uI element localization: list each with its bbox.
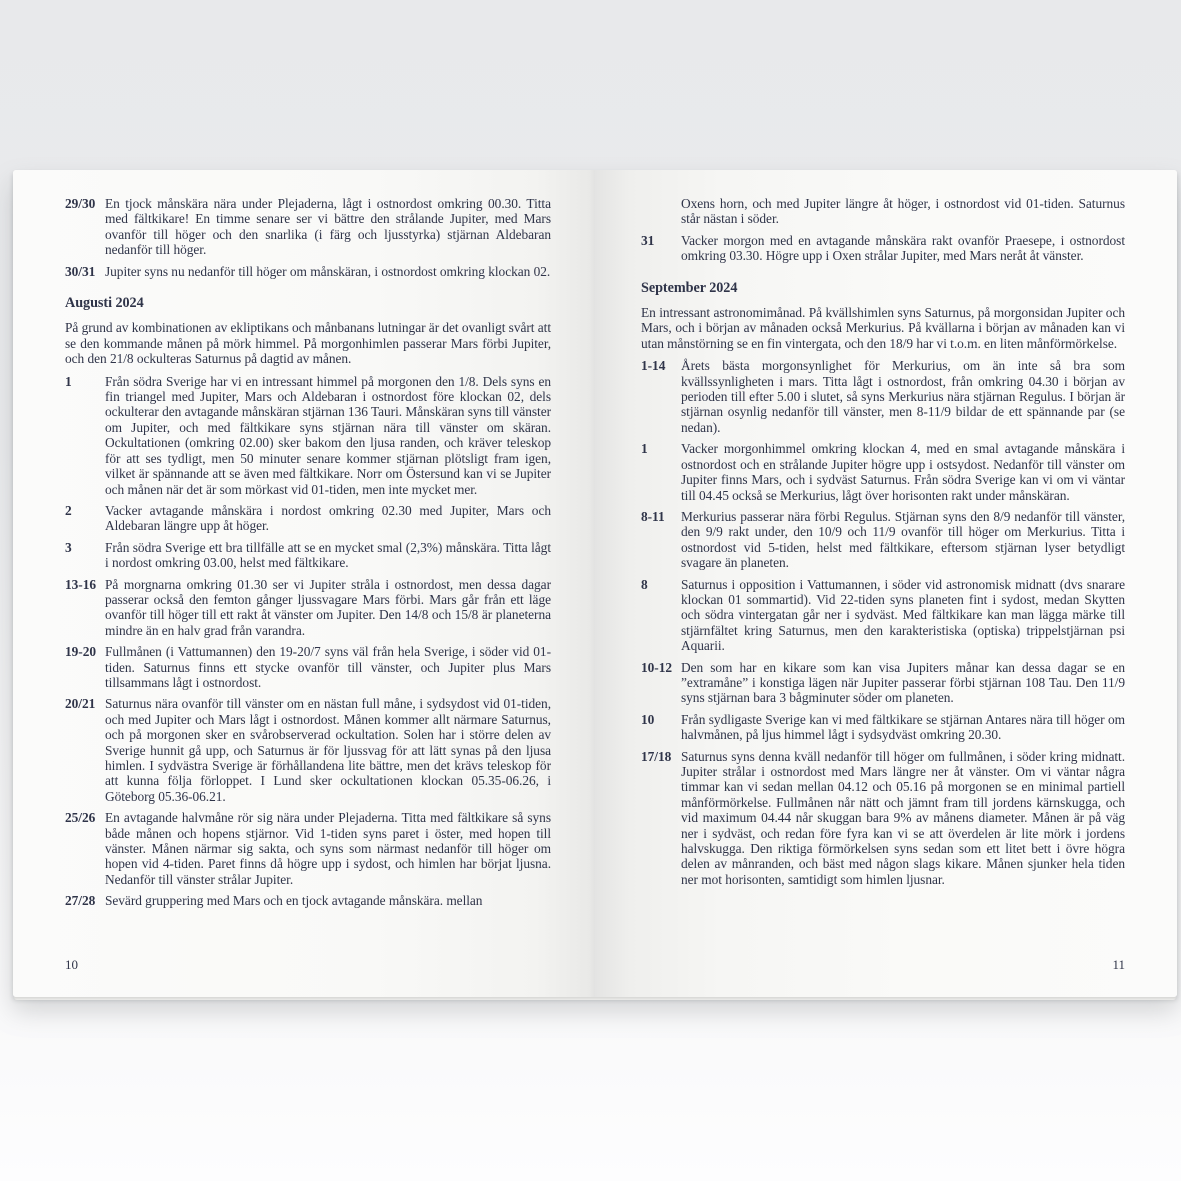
page-number-left: 10 (65, 957, 78, 972)
page-number-right: 11 (1112, 957, 1125, 972)
entry-date-label (641, 196, 681, 227)
entry-row (65, 810, 551, 887)
entry-date-label: 1 (65, 373, 72, 389)
month-intro: På grund av kombinationen av ekliptikans och månbanans lutningar är det ovanligt svårt att se den kommande månen på mörk himmel. På morgonhimlen passerar Mars förbi Jupiter, och den 21/8 ockulteras Saturnus på dagtid av månen. (65, 320, 551, 367)
entry-date-label: 8 (641, 576, 648, 592)
entry-date-label: 17/18 (641, 748, 672, 764)
entry-row (65, 644, 551, 690)
entry-row (65, 374, 551, 497)
entry-text: Oxens horn, och med Jupiter längre åt höger, i ostnordost vid 01-tiden. Saturnus står nästan i söder. (681, 196, 1125, 227)
entry-text: Jupiter syns nu nedanför till höger om månskäran, i ostnordost omkring klockan 02. (105, 263, 551, 279)
entry-text: En tjock månskära nära under Plejaderna, lågt i ostnordost omkring 00.30. Titta med fältkikare! En timme senare ser vi bättre den strålande Jupiter, med Mars ovanför till höger och den snarlika (i färg och ljusstyrka) stjärnan Aldebaran nedanför till höger. (105, 196, 551, 258)
entry-date-label: 30/31 (65, 263, 96, 279)
entry-row (641, 441, 1125, 503)
entry-text: Årets bästa morgonsynlighet för Merkurius, om än inte så bra som kvällssynligheten i mars. Titta lågt i ostnordost, från omkring 04.30 i början av perioden till efter 5.00 i slutet, så syns Merkurius nära stjärnan Regulus. I början är stjärnan osynlig nedanför till vänster, men 8-11/9 bildar de ett spännande par (se nedan). (681, 358, 1125, 435)
entry-text: Den som har en kikare som kan visa Jupiters månar kan dessa dagar se en ”extramåne” i konstiga lägen när Jupiter passerar förbi stjärnan 108 Tau. Den 11/9 syns stjärnan bara 3 bågminuter söder om planeten. (681, 659, 1125, 706)
month-heading-august: Augusti 2024 (65, 295, 144, 312)
entry-date-label: 20/21 (65, 696, 96, 712)
entry-row (641, 712, 1125, 743)
entry-text: Merkurius passerar nära förbi Regulus. Stjärnan syns den 8/9 nedanför till vänster, den 9/9 rakt under, den 10/9 och 11/9 ovanför till höger om Merkurius. Titta i ostnordost vid 5-tiden, helst med fältkikare, eftersom stjärnan lyser betydligt svagare än planeten. (681, 508, 1125, 571)
entry-row (641, 358, 1125, 435)
entry-text: Från sydligaste Sverige kan vi med fältkikare se stjärnan Antares nära till höger om halvmånen, på ljus himmel lågt i sydsydväst omkring 20.30. (681, 711, 1125, 743)
entry-text: Saturnus i opposition i Vattumannen, i söder vid astronomisk midnatt (dvs snarare klockan 01 sommartid). Vid 22-tiden syns planeten fint i sydost, medan Skytten och södra vintergatan går ner i sydväst. Med fältkikare kan man lägga märke till stjärnfältet kring Saturnus, men den karakteristiska (optiska) trippelstjärnan psi Aquarii. (681, 576, 1125, 654)
entry-text: På morgnarna omkring 01.30 ser vi Jupiter stråla i ostnordost, men dessa dagar passerar också den femton gånger ljussvagare Mars förbi. Mars går från ett läge ovanför till höger till ett rakt åt vänster om Jupiter. Den 14/8 och 15/8 är planeterna mindre än en halv grad från varandra. (105, 576, 551, 638)
entry-text: En avtagande halvmåne rör sig nära under Plejaderna. Titta med fältkikare så syns både månen och hopens stjärnor. Vid 1-tiden syns paret i öster, med hopen till vänster. Månen närmar sig sakta, och syns som närmast nedanför till höger om hopen vid 4-tiden. Paret finns då högre upp i sydost, och himlen har börjat ljusna. Nedanför till vänster strålar Jupiter. (105, 810, 551, 887)
entry-row (65, 577, 551, 639)
entry-text: Från södra Sverige har vi en intressant himmel på morgonen den 1/8. Dels syns en fin triangel med Jupiter, Mars och Aldebaran i ostnordost före klockan 02, dels ockulterar den avtagande månskäran stjärnan 136 Tauri. Månskäran syns till vänster om Jupiter, och med fältkikare syns stjärnan nära till vänster om skäran. Ockultationen (omkring 02.00) sker bakom den ljusa randen, och kräver teleskop för att ses tydligt, men 50 minuter senare kommer stjärnan plötsligt fram igen, vilket är spännande att se även med fältkikare. Norr om Östersund kan vi se Jupiter och månen när det är som mörkast vid 01-tiden, men inte mycket mer. (105, 373, 551, 497)
entry-row (641, 509, 1125, 571)
month-heading-september: September 2024 (641, 279, 738, 296)
entry-date-label: 2 (65, 502, 72, 518)
entry-row (641, 660, 1125, 706)
entry-date-label: 13-16 (65, 576, 96, 592)
entry-date-label: 27/28 (65, 893, 96, 909)
entry-text: Vacker avtagande månskära i nordost omkring 02.30 med Jupiter, Mars och Aldebaran längre upp åt höger. (105, 502, 551, 534)
entry-row-continuation (641, 196, 1125, 227)
entry-row (65, 893, 551, 908)
entry-row (65, 503, 551, 534)
entry-row (641, 749, 1125, 888)
entry-date-label: 1 (641, 441, 648, 457)
entry-text: Fullmånen (i Vattumannen) den 19-20/7 syns väl från hela Sverige, i söder vid 01-tiden. Saturnus finns ett stycke ovanför till vänster, och Jupiter plus Mars tillsammans lågt i ostnordost. (105, 644, 551, 690)
entry-text: Saturnus syns denna kväll nedanför till höger om fullmånen, i söder kring midnatt. Jupiter strålar i ostnordost med Mars längre ner åt vänster. Om vi väntar några timmar kan vi sedan mellan 04.12 och 05.16 på morgonen se en minimal partiell månförmörkelse. Fullmånen når nätt och jämnt fram till jordens kärnskugga, och vid maximum 04.44 når skuggan bara 9% av månens diameter. Månen är på väg ner i sydväst, och redan före fyra kan vi se att överdelen är lite mörk i jordens halvskugga. Den riktiga förmörkelsen syns sedan som ett litet bett i övre högra delen av månranden, och bäst med någon slags kikare. Månen sjunker hela tiden ner mot horisonten, samtidigt som himlen ljusnar. (681, 748, 1125, 887)
right-page (595, 170, 1177, 997)
entry-date-label: 8-11 (641, 508, 665, 524)
month-intro: En intressant astronomimånad. På kvällshimlen syns Saturnus, på morgonsidan Jupiter och Mars, och i början av månaden också Merkurius. På kvällarna i början av månaden kan vi utan månstörning se en fin vintergata, och den 18/9 har vi t.o.m. en liten månförmörkelse. (641, 305, 1125, 351)
entry-row (65, 540, 551, 571)
entry-date-label: 10-12 (641, 659, 672, 675)
entry-row (65, 196, 551, 258)
entry-text: Vacker morgon med en avtagande månskära rakt ovanför Praesepe, i ostnordost omkring 03.30. Högre upp i Oxen strålar Jupiter, med Mars neråt åt vänster. (681, 232, 1125, 264)
entry-date-label: 25/26 (65, 810, 96, 826)
entry-text: Saturnus nära ovanför till vänster om en nästan full måne, i sydsydost vid 01-tiden, och med Jupiter och Mars lågt i ostnordost. Månen kommer allt närmare Saturnus, och på morgonen sker en svårobserverad ockultation. Solen har i större delen av Sverige hunnit gå upp, och Saturnus är för ljussvag för att lätt synas på den ljusa himlen. I sydvästra Sverige är förhållandena lite bättre, men det krävs teleskop för att kunna följa förloppet. I Lund sker ockultationen klockan 05.35-06.26, i Göteborg 05.36-06.21. (105, 696, 551, 804)
entry-date-label: 1-14 (641, 358, 666, 374)
entry-row (65, 264, 551, 279)
entry-date-label: 3 (65, 539, 72, 555)
entry-row (641, 577, 1125, 654)
entry-text: Sevärd gruppering med Mars och en tjock avtagande månskära. mellan (105, 893, 483, 909)
entry-text: Från södra Sverige ett bra tillfälle att se en mycket smal (2,3%) månskära. Titta lågt i nordost omkring 03.00, helst med fältkikare. (105, 539, 551, 571)
left-page-content (13, 170, 595, 931)
entry-row (65, 696, 551, 804)
entry-text: Vacker morgonhimmel omkring klockan 4, med en smal avtagande månskära i ostnordost och en strålande Jupiter högre upp i ostsydost. Nedanför till vänster om Jupiter finns Mars, och i sydväst Saturnus. Från södra Sverige kan vi om vi väntar till 04.45 också se Merkurius, lågt över horisonten rakt under månskäran. (681, 441, 1125, 503)
entry-date-label: 19-20 (65, 644, 96, 660)
entry-date-label: 10 (641, 711, 655, 727)
entry-row (641, 233, 1125, 264)
right-page-content (595, 170, 1177, 931)
entry-date-label: 31 (641, 232, 655, 248)
book-spread (13, 170, 1177, 997)
entry-date-label: 29/30 (65, 196, 96, 211)
left-page (13, 170, 595, 997)
